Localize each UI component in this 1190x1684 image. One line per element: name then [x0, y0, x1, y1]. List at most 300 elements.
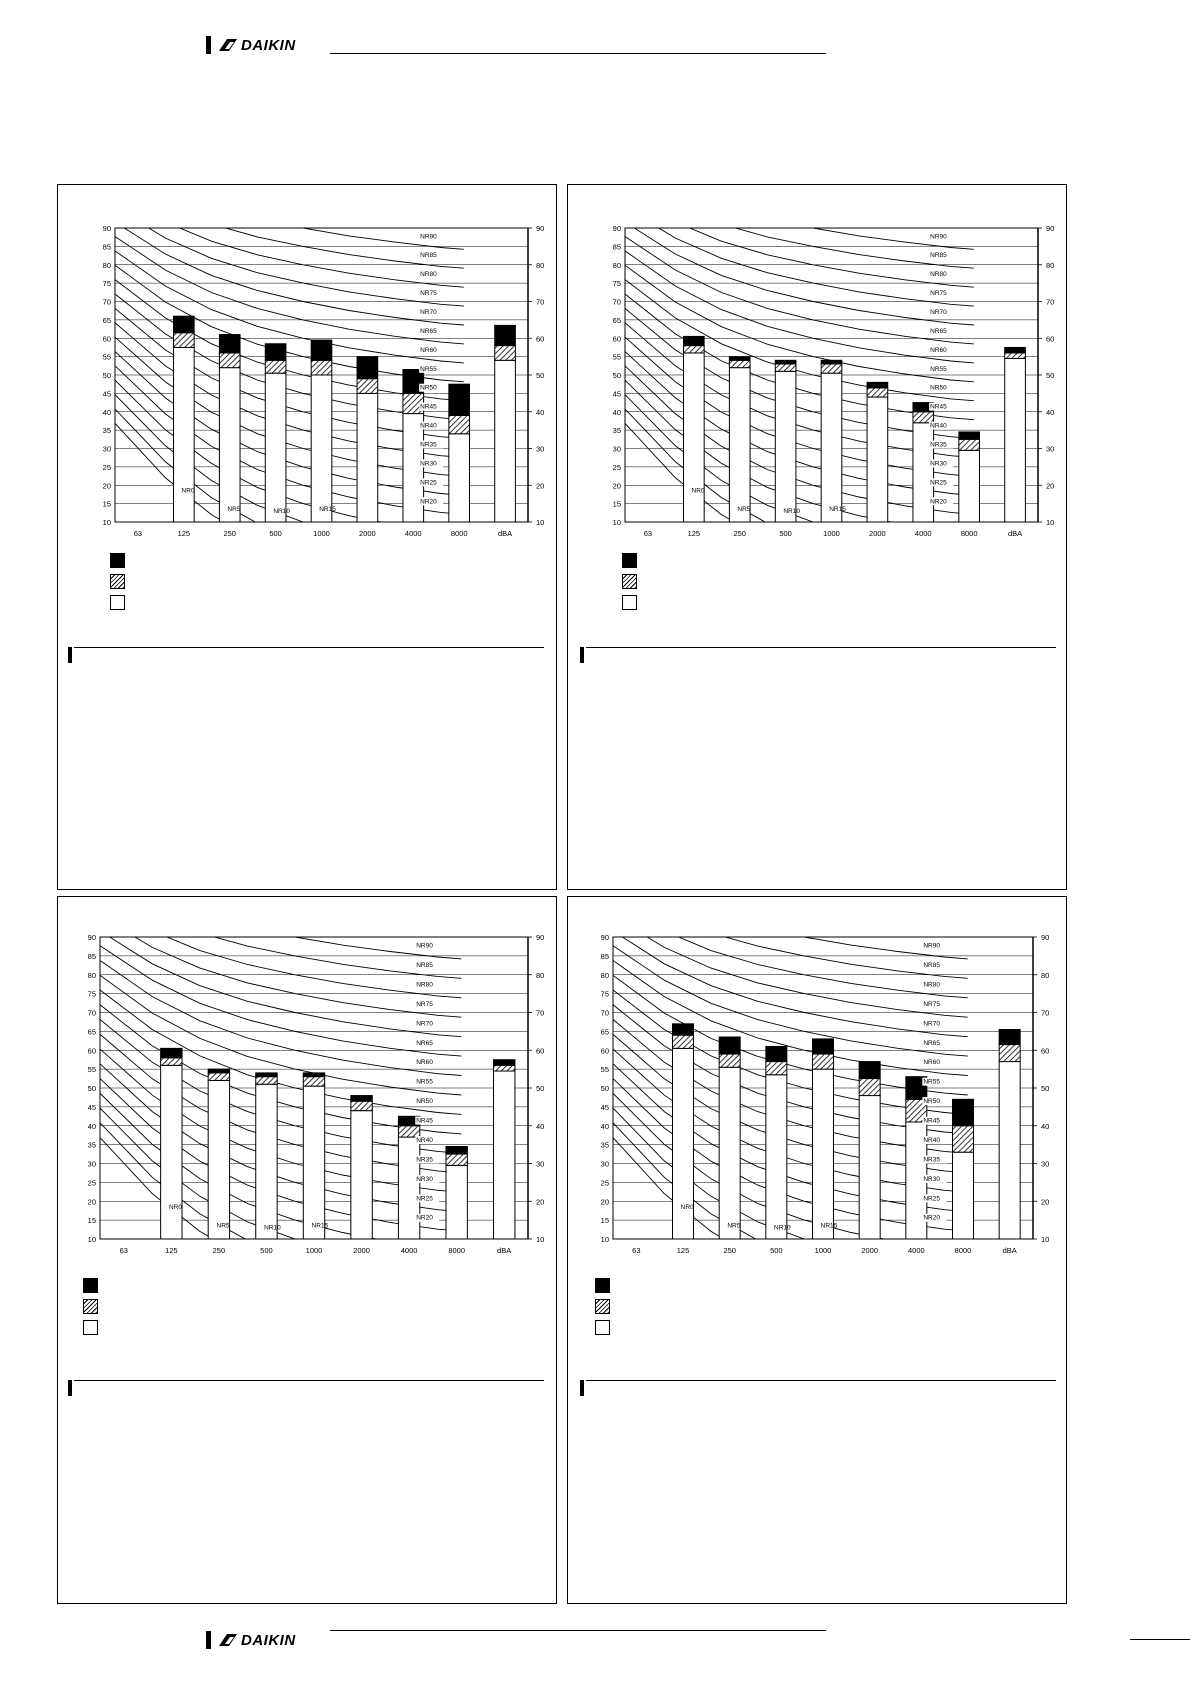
note-bar-tick	[68, 647, 72, 663]
y-tick-label: 25	[600, 1178, 609, 1188]
nr-label: NR75	[420, 290, 437, 298]
nr-low-label: NR10	[783, 507, 800, 515]
x-tick-label: 1000	[823, 529, 840, 538]
x-tick-label: 125	[687, 529, 701, 538]
legend-swatch-solid	[622, 553, 637, 568]
y-right-tick-label: 30	[1046, 444, 1055, 454]
nr-label: NR75	[416, 1000, 433, 1008]
y-tick-label: 45	[87, 1102, 96, 1112]
bar-base	[446, 1165, 467, 1239]
y-tick-label: 10	[600, 1235, 609, 1244]
legend-swatch-white	[83, 1320, 98, 1335]
chart-panel-2	[567, 184, 1067, 890]
y-right-tick-label: 70	[536, 297, 545, 307]
y-tick-label: 15	[600, 1216, 609, 1226]
bar-top	[161, 1048, 182, 1057]
bar-mid	[999, 1045, 1020, 1062]
y-tick-label: 45	[612, 389, 621, 399]
bar-top	[821, 360, 842, 364]
bar-base	[449, 434, 470, 522]
y-right-tick-label: 20	[536, 481, 545, 491]
footer-brand: DAIKIN	[241, 1631, 296, 1649]
bar-base	[953, 1152, 974, 1239]
bar-base	[174, 347, 195, 522]
x-tick-label: 4000	[404, 529, 422, 538]
nr-label: NR55	[420, 365, 437, 373]
y-right-tick-label: 70	[536, 1008, 545, 1018]
nr-low-label: NR15	[311, 1222, 329, 1230]
nr-label: NR65	[416, 1039, 433, 1047]
bar-base	[821, 373, 842, 522]
nr-label: NR65	[930, 327, 947, 335]
bar-base	[256, 1084, 277, 1239]
x-tick-label: 250	[723, 1246, 736, 1255]
bar-base	[303, 1086, 324, 1239]
nr-curve	[88, 232, 464, 363]
y-tick-label: 80	[612, 260, 621, 270]
nr-low-label: NR10	[273, 507, 290, 515]
x-tick-label: 63	[632, 1246, 641, 1255]
x-tick-label: 63	[119, 1246, 128, 1255]
bar-mid	[913, 412, 934, 423]
nr-label: NR70	[930, 308, 947, 316]
y-tick-label: 75	[87, 989, 96, 999]
footer-rule	[330, 1630, 826, 1631]
bar-top	[859, 1062, 880, 1079]
x-tick-label: 500	[269, 529, 282, 538]
nr-low-label: NR5	[216, 1222, 230, 1230]
x-tick-label: 8000	[448, 1246, 466, 1255]
y-tick-label: 65	[102, 315, 111, 325]
y-tick-label: 35	[600, 1140, 609, 1150]
x-tick-label: 63	[133, 529, 143, 538]
y-tick-label: 90	[87, 933, 96, 942]
nr-curve	[598, 232, 974, 363]
bar-mid	[684, 346, 705, 353]
y-tick-label: 30	[102, 444, 111, 454]
note-bar-tick	[580, 1380, 584, 1396]
y-tick-label: 25	[102, 462, 111, 472]
y-tick-label: 85	[612, 242, 621, 252]
bar-top	[208, 1069, 229, 1073]
bar-mid	[867, 388, 888, 397]
y-tick-label: 65	[87, 1027, 96, 1037]
legend-swatch-hatched	[622, 574, 637, 589]
nr-label: NR90	[420, 233, 437, 241]
y-tick-label: 20	[87, 1197, 96, 1207]
bar-base	[494, 1071, 515, 1239]
footer-logo-bar	[206, 1631, 211, 1649]
legend-swatch-white	[110, 595, 125, 610]
y-right-tick-label: 80	[536, 970, 545, 980]
note-bar-line	[74, 1380, 544, 1381]
y-right-tick-label: 80	[1046, 260, 1055, 270]
y-right-tick-label: 10	[536, 1235, 545, 1244]
bar-top	[494, 1060, 515, 1066]
bar-top	[449, 384, 470, 415]
bar-base	[311, 375, 332, 522]
y-tick-label: 15	[612, 499, 621, 509]
nr-label: NR40	[416, 1136, 433, 1144]
nr-label: NR90	[930, 233, 947, 241]
nr-low-label: NR15	[319, 505, 336, 513]
y-right-tick-label: 80	[536, 260, 545, 270]
bar-mid	[959, 439, 980, 450]
nr-low-label: NR0	[168, 1203, 182, 1211]
nr-curve	[585, 897, 968, 998]
page-corner-rule	[1130, 1639, 1190, 1640]
legend-swatch-white	[622, 595, 637, 610]
bar-top	[775, 360, 796, 364]
bar-base	[775, 371, 796, 522]
bar-top	[953, 1099, 974, 1125]
header-logo-bar	[206, 36, 211, 54]
bar-base	[357, 393, 378, 522]
chart-panel-1	[57, 184, 557, 890]
header-logo	[206, 35, 326, 55]
y-tick-label: 20	[102, 481, 111, 491]
legend-swatch-solid	[83, 1278, 98, 1293]
y-tick-label: 10	[87, 1235, 96, 1244]
y-tick-label: 75	[612, 279, 621, 289]
nr-label: NR40	[930, 422, 947, 430]
y-tick-label: 55	[87, 1065, 96, 1075]
y-right-tick-label: 40	[1041, 1121, 1050, 1131]
y-tick-label: 20	[600, 1197, 609, 1207]
legend-swatch-solid	[110, 553, 125, 568]
bar-top	[719, 1037, 740, 1054]
bar-mid	[208, 1073, 229, 1081]
bar-top	[219, 335, 240, 353]
bar-mid	[953, 1126, 974, 1152]
y-tick-label: 45	[600, 1102, 609, 1112]
bar-top	[303, 1073, 324, 1077]
nr-curve	[72, 897, 462, 978]
nr-low-label: NR5	[727, 1222, 741, 1230]
y-tick-label: 30	[600, 1159, 609, 1169]
bar-base	[729, 368, 750, 522]
x-tick-label: 125	[165, 1246, 178, 1255]
y-tick-label: 40	[612, 407, 621, 417]
x-tick-label: 1000	[313, 529, 330, 538]
nr-label: NR60	[416, 1059, 433, 1067]
y-tick-label: 80	[87, 970, 96, 980]
y-right-tick-label: 90	[536, 933, 545, 942]
y-tick-label: 25	[612, 462, 621, 472]
nr-label: NR85	[923, 962, 940, 970]
y-right-tick-label: 30	[1041, 1159, 1050, 1169]
x-tick-label: 500	[770, 1246, 783, 1255]
nr-label: NR85	[416, 962, 433, 970]
y-tick-label: 30	[87, 1159, 96, 1169]
chart-2	[568, 185, 1068, 565]
bar-base	[219, 368, 240, 522]
y-right-tick-label: 90	[1046, 224, 1055, 233]
nr-curve	[72, 897, 462, 998]
y-tick-label: 75	[600, 989, 609, 999]
x-tick-label: 250	[212, 1246, 226, 1255]
bar-top	[265, 344, 286, 361]
nr-low-label: NR10	[774, 1224, 791, 1232]
nr-curve	[88, 185, 464, 287]
y-right-tick-label: 40	[1046, 407, 1055, 417]
bar-top	[1005, 347, 1026, 353]
bar-base	[867, 397, 888, 522]
y-tick-label: 15	[102, 499, 111, 509]
bar-mid	[256, 1077, 277, 1085]
x-tick-label: 1000	[814, 1246, 832, 1255]
legend-swatch-hatched	[83, 1299, 98, 1314]
header-brand: DAIKIN	[241, 36, 296, 54]
bar-base	[684, 353, 705, 522]
nr-low-label: NR0	[181, 487, 195, 495]
bar-mid	[775, 364, 796, 371]
nr-label: NR30	[420, 460, 437, 468]
y-right-tick-label: 70	[1046, 297, 1055, 307]
x-tick-label: 2000	[869, 529, 886, 538]
nr-label: NR35	[420, 441, 437, 449]
nr-curve	[598, 185, 974, 287]
y-tick-label: 60	[87, 1046, 96, 1056]
y-right-tick-label: 10	[1041, 1235, 1050, 1244]
x-tick-label: 500	[260, 1246, 273, 1255]
daikin-mark-icon	[217, 1632, 239, 1648]
nr-low-label: NR5	[737, 505, 751, 513]
y-tick-label: 40	[600, 1121, 609, 1131]
y-tick-label: 30	[612, 444, 621, 454]
y-right-tick-label: 50	[536, 1084, 545, 1093]
y-right-tick-label: 60	[536, 334, 545, 344]
nr-label: NR80	[930, 271, 947, 279]
legend-swatch-hatched	[110, 574, 125, 589]
x-tick-label: 4000	[907, 1246, 925, 1255]
bar-top	[673, 1024, 694, 1035]
nr-label: NR50	[420, 384, 437, 392]
nr-low-label: NR15	[829, 505, 846, 513]
y-tick-label: 85	[87, 951, 96, 961]
nr-label: NR75	[923, 1000, 940, 1008]
y-tick-label: 60	[612, 334, 621, 344]
y-right-tick-label: 20	[1046, 481, 1055, 491]
nr-curve	[585, 897, 968, 978]
bar-mid	[174, 333, 195, 348]
nr-curve	[72, 899, 462, 1017]
y-tick-label: 70	[87, 1008, 96, 1018]
y-tick-label: 70	[612, 297, 621, 307]
y-right-tick-label: 50	[1041, 1084, 1050, 1093]
nr-curve	[88, 191, 464, 306]
y-tick-label: 45	[102, 389, 111, 399]
x-tick-label: 4000	[400, 1246, 418, 1255]
x-tick-label: 63	[643, 529, 653, 538]
nr-label: NR50	[923, 1098, 940, 1106]
y-tick-label: 65	[612, 315, 621, 325]
bar-base	[403, 414, 424, 522]
note-bar-tick	[68, 1380, 72, 1396]
nr-label: NR55	[923, 1078, 940, 1086]
nr-label: NR45	[923, 1117, 940, 1125]
nr-label: NR35	[923, 1156, 940, 1164]
bar-mid	[729, 360, 750, 367]
y-right-tick-label: 80	[1041, 970, 1050, 980]
bar-mid	[813, 1054, 834, 1069]
y-tick-label: 10	[102, 518, 111, 527]
y-tick-label: 50	[600, 1084, 609, 1093]
y-tick-label: 35	[87, 1140, 96, 1150]
y-tick-label: 40	[87, 1121, 96, 1131]
nr-label: NR80	[416, 981, 433, 989]
bar-mid	[673, 1035, 694, 1048]
y-tick-label: 60	[600, 1046, 609, 1056]
nr-low-label: NR10	[264, 1224, 281, 1232]
nr-label: NR55	[930, 365, 947, 373]
bar-base	[999, 1062, 1020, 1239]
y-tick-label: 50	[612, 371, 621, 380]
chart-4	[568, 897, 1068, 1277]
y-tick-label: 90	[600, 933, 609, 942]
nr-label: NR60	[420, 346, 437, 354]
y-tick-label: 85	[102, 242, 111, 252]
bar-base	[813, 1069, 834, 1239]
note-bar-tick	[580, 647, 584, 663]
x-tick-label: 2000	[359, 529, 376, 538]
footer-logo	[206, 1630, 326, 1650]
y-tick-label: 60	[102, 334, 111, 344]
x-tick-label: dBA	[497, 1246, 512, 1255]
y-right-tick-label: 90	[536, 224, 545, 233]
chart-1	[58, 185, 558, 565]
y-right-tick-label: 50	[536, 371, 545, 380]
bar-top	[867, 382, 888, 388]
y-tick-label: 15	[87, 1216, 96, 1226]
nr-label: NR30	[416, 1175, 433, 1183]
y-right-tick-label: 60	[1041, 1046, 1050, 1056]
x-tick-label: 8000	[954, 1246, 972, 1255]
bar-mid	[351, 1101, 372, 1110]
header-rule	[330, 53, 826, 54]
y-right-tick-label: 50	[1046, 371, 1055, 380]
x-tick-label: 1000	[305, 1246, 323, 1255]
bar-mid	[398, 1126, 419, 1137]
y-tick-label: 10	[612, 518, 621, 527]
nr-label: NR50	[416, 1098, 433, 1106]
bar-top	[351, 1096, 372, 1102]
bar-mid	[265, 360, 286, 373]
bar-base	[351, 1111, 372, 1239]
bar-top	[256, 1073, 277, 1077]
bar-top	[174, 316, 195, 333]
x-tick-label: dBA	[497, 529, 513, 538]
x-tick-label: dBA	[1002, 1246, 1017, 1255]
y-tick-label: 50	[87, 1084, 96, 1093]
nr-label: NR90	[416, 942, 433, 950]
bar-base	[265, 373, 286, 522]
y-tick-label: 70	[600, 1008, 609, 1018]
bar-mid	[161, 1058, 182, 1066]
y-tick-label: 35	[102, 426, 111, 436]
nr-label: NR80	[420, 271, 437, 279]
x-tick-label: 8000	[960, 529, 978, 538]
nr-curve	[88, 185, 464, 252]
y-tick-label: 80	[102, 260, 111, 270]
nr-label: NR80	[923, 981, 940, 989]
y-tick-label: 35	[612, 426, 621, 436]
y-tick-label: 90	[102, 224, 111, 233]
y-right-tick-label: 30	[536, 444, 545, 454]
chart-panel-3	[57, 896, 557, 1604]
nr-label: NR30	[923, 1175, 940, 1183]
daikin-mark-icon	[217, 37, 239, 53]
bar-mid	[311, 360, 332, 375]
bar-mid	[719, 1054, 740, 1067]
y-right-tick-label: 20	[1041, 1197, 1050, 1207]
bar-mid	[357, 379, 378, 394]
nr-label: NR50	[930, 384, 947, 392]
bar-base	[859, 1096, 880, 1239]
x-tick-label: dBA	[1007, 529, 1023, 538]
bar-base	[959, 450, 980, 522]
y-right-tick-label: 30	[536, 1159, 545, 1169]
y-right-tick-label: 40	[536, 1121, 545, 1131]
nr-label: NR35	[416, 1156, 433, 1164]
bar-top	[495, 325, 516, 345]
x-tick-label: 125	[177, 529, 191, 538]
y-tick-label: 80	[600, 970, 609, 980]
y-tick-label: 25	[87, 1178, 96, 1188]
nr-label: NR45	[416, 1117, 433, 1125]
bar-base	[913, 423, 934, 522]
nr-label: NR20	[930, 498, 947, 506]
nr-label: NR85	[420, 252, 437, 260]
bar-mid	[303, 1077, 324, 1086]
y-right-tick-label: 60	[536, 1046, 545, 1056]
y-right-tick-label: 70	[1041, 1008, 1050, 1018]
nr-label: NR25	[416, 1195, 433, 1203]
nr-label: NR65	[420, 327, 437, 335]
bar-top	[729, 357, 750, 361]
y-right-tick-label: 90	[1041, 933, 1050, 942]
nr-label: NR60	[923, 1059, 940, 1067]
nr-label: NR55	[416, 1078, 433, 1086]
bar-top	[766, 1046, 787, 1061]
nr-low-label: NR15	[820, 1222, 838, 1230]
bar-mid	[1005, 353, 1026, 359]
x-tick-label: 125	[676, 1246, 690, 1255]
nr-label: NR85	[930, 252, 947, 260]
y-right-tick-label: 10	[1046, 518, 1055, 527]
y-right-tick-label: 60	[1046, 334, 1055, 344]
nr-label: NR45	[420, 403, 437, 411]
y-tick-label: 90	[612, 224, 621, 233]
y-tick-label: 55	[600, 1065, 609, 1075]
nr-curve	[598, 191, 974, 306]
x-tick-label: 250	[733, 529, 746, 538]
y-tick-label: 55	[102, 352, 111, 362]
y-tick-label: 55	[612, 352, 621, 362]
note-bar-line	[74, 647, 544, 648]
y-tick-label: 40	[102, 407, 111, 417]
nr-label: NR90	[923, 942, 940, 950]
nr-label: NR30	[930, 460, 947, 468]
bar-mid	[449, 415, 470, 433]
bar-top	[813, 1039, 834, 1054]
bar-base	[398, 1137, 419, 1239]
y-right-tick-label: 20	[536, 1197, 545, 1207]
nr-label: NR40	[923, 1136, 940, 1144]
nr-curve	[72, 941, 462, 1076]
bar-top	[446, 1147, 467, 1155]
x-tick-label: 2000	[861, 1246, 879, 1255]
